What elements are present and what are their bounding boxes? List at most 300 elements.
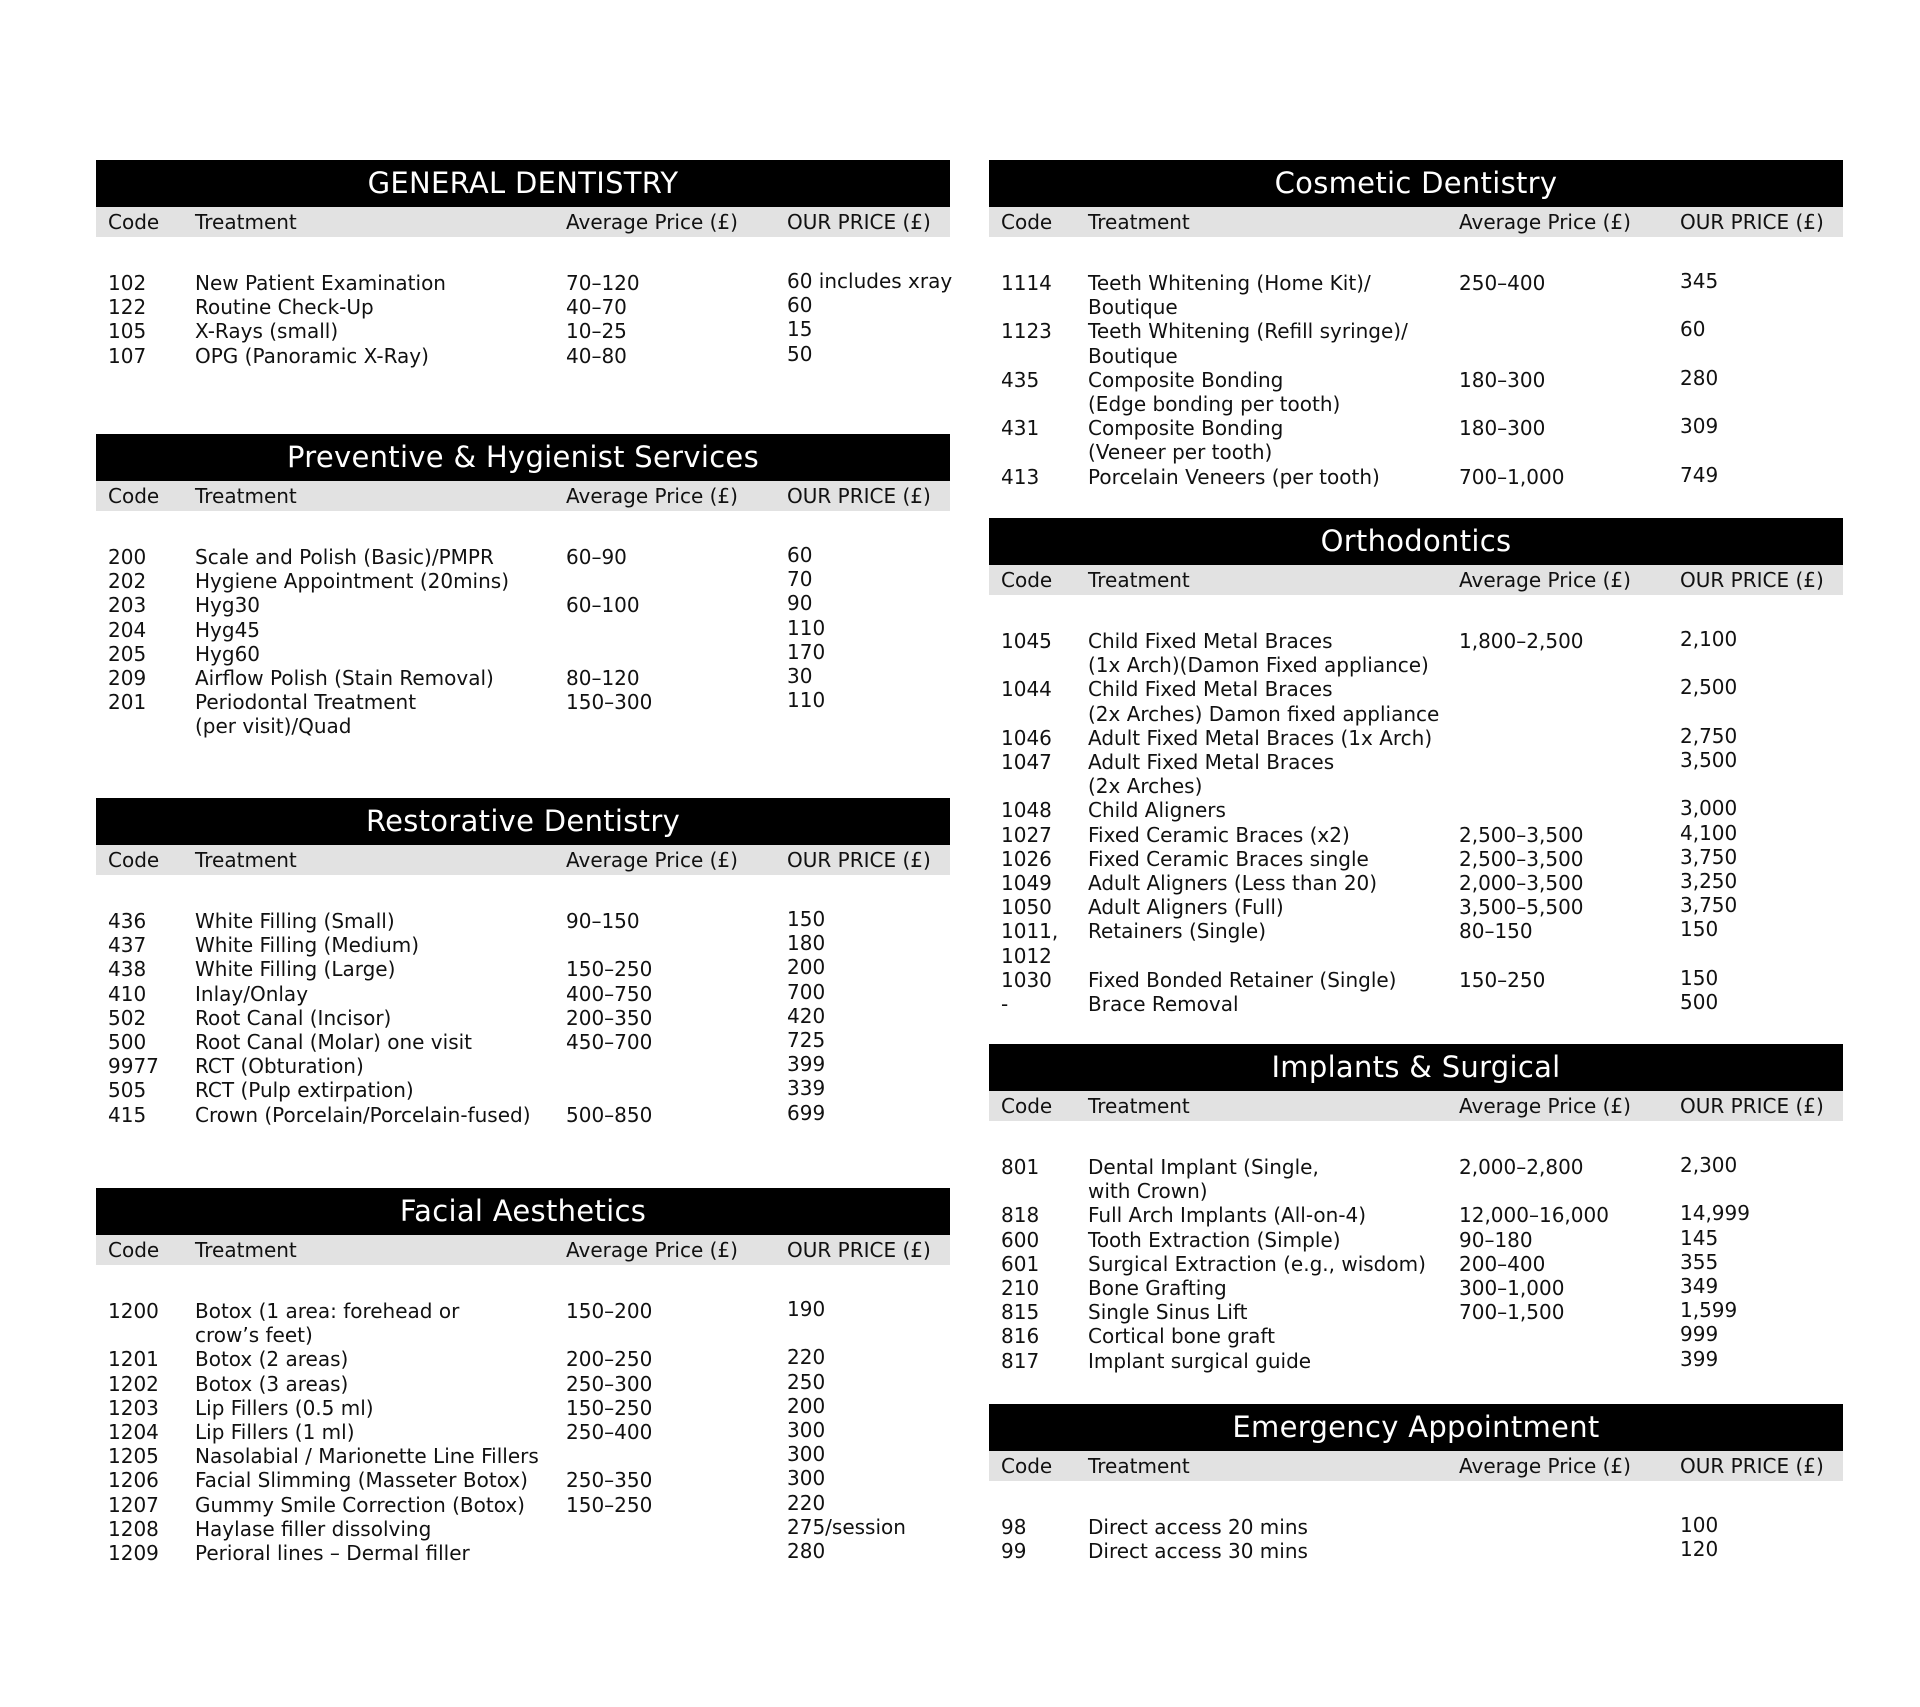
table-row [96, 663, 950, 690]
table-row [989, 820, 1843, 847]
table-row [989, 271, 1843, 319]
treatment-line: Crown (Porcelain/Porcelain-fused) [195, 1102, 531, 1127]
column-header-average-price: Average Price (£) [1459, 568, 1631, 592]
treatment-line: Cortical bone graft [1088, 1324, 1275, 1349]
row-code: 105 [108, 319, 147, 344]
row-our-price: 220 [787, 1345, 826, 1370]
column-header-row [96, 481, 950, 511]
row-treatment [1088, 798, 1226, 822]
table-row [989, 1155, 1843, 1203]
row-code: 9977 [108, 1054, 159, 1079]
row-code: 1026 [1001, 846, 1052, 871]
row-our-price: 725 [787, 1027, 826, 1052]
treatment-line: Single Sinus Lift [1088, 1300, 1248, 1325]
row-treatment [1088, 629, 1429, 677]
treatment-line: Retainers (Single) [1088, 919, 1267, 944]
treatment-line: Botox (3 areas) [195, 1371, 349, 1396]
treatment-line: Child Fixed Metal Braces [1088, 629, 1333, 653]
row-treatment [1088, 1324, 1275, 1348]
table-row [96, 1514, 950, 1541]
table-row [96, 1003, 950, 1030]
row-treatment [195, 642, 260, 666]
row-average-price: 450–700 [566, 1029, 653, 1054]
treatment-line: Direct access 20 mins [1088, 1515, 1308, 1539]
column-header-our-price: OUR PRICE (£) [1680, 1094, 1824, 1118]
column-header-average-price: Average Price (£) [566, 848, 738, 872]
row-average-price: 12,000–16,000 [1459, 1203, 1609, 1228]
treatment-line: White Filling (Small) [195, 909, 395, 933]
row-code: 410 [108, 981, 147, 1006]
row-average-price: 80–120 [566, 665, 640, 690]
table-row [96, 1347, 950, 1371]
row-treatment [1088, 919, 1266, 967]
column-header-code: Code [108, 484, 160, 508]
column-header-code: Code [1001, 1094, 1053, 1118]
treatment-line: Root Canal (Incisor) [195, 1005, 392, 1030]
treatment-line: Root Canal (Molar) one visit [195, 1029, 473, 1054]
table-row [989, 462, 1843, 489]
row-our-price: 90 [787, 591, 813, 616]
table-row [96, 593, 950, 617]
row-our-price: 349 [1680, 1273, 1719, 1298]
treatment-line: OPG (Panoramic X-Ray) [195, 343, 429, 368]
row-code: 601 [1001, 1251, 1040, 1276]
treatment-line: Bone Grafting [1088, 1275, 1227, 1300]
row-treatment [195, 344, 429, 368]
table-row [96, 319, 950, 343]
row-our-price: 280 [1680, 365, 1719, 390]
row-average-price: 150–250 [1459, 967, 1546, 992]
row-average-price: 80–150 [1459, 919, 1533, 944]
row-our-price: 699 [787, 1100, 826, 1125]
row-average-price: 150–250 [566, 1395, 653, 1420]
column-header-row [989, 1451, 1843, 1481]
row-code: 210 [1001, 1275, 1040, 1300]
row-our-price: 500 [1680, 989, 1719, 1014]
row-our-price: 3,250 [1680, 868, 1738, 893]
row-code: 1200 [108, 1299, 159, 1323]
table-row [989, 895, 1843, 919]
row-our-price: 60 [1680, 317, 1706, 342]
treatment-line: (Veneer per tooth) [1088, 440, 1273, 465]
table-row [989, 747, 1843, 799]
table-row [96, 1369, 950, 1396]
row-treatment [195, 666, 494, 690]
table-row [989, 723, 1843, 750]
row-our-price: 399 [787, 1052, 826, 1077]
column-header-our-price: OUR PRICE (£) [787, 1238, 931, 1262]
treatment-line: Hygiene Appointment (20mins) [195, 569, 510, 594]
row-code: 1205 [108, 1444, 159, 1469]
treatment-line: Hyg45 [195, 617, 261, 642]
table-row [96, 1417, 950, 1444]
row-our-price: 30 [787, 663, 813, 688]
column-header-our-price: OUR PRICE (£) [1680, 568, 1824, 592]
row-our-price: 2,300 [1680, 1153, 1738, 1177]
section-cosmetic-dentistry [989, 160, 1843, 489]
row-average-price: 90–180 [1459, 1227, 1533, 1252]
row-treatment [1088, 992, 1239, 1016]
row-average-price: 60–90 [566, 545, 627, 569]
column-header-code: Code [1001, 568, 1053, 592]
table-row [96, 957, 950, 981]
treatment-line: Adult Fixed Metal Braces (1x Arch) [1088, 725, 1433, 750]
table-row [96, 1299, 950, 1347]
section-general-dentistry [96, 160, 953, 368]
row-code: 107 [108, 343, 147, 368]
treatment-line: (2x Arches) Damon fixed appliance [1088, 701, 1440, 726]
treatment-line: Haylase filler dissolving [195, 1516, 432, 1541]
row-average-price: 700–1,000 [1459, 464, 1565, 489]
row-treatment [1088, 465, 1380, 489]
treatment-line: Lip Fillers (1 ml) [195, 1419, 355, 1444]
row-code: 209 [108, 665, 147, 690]
treatment-line: Composite Bonding [1088, 416, 1284, 441]
row-our-price: 180 [787, 931, 826, 956]
row-our-price: 100 [1680, 1513, 1719, 1537]
row-code: 816 [1001, 1324, 1040, 1349]
row-treatment [195, 909, 395, 933]
treatment-line: Adult Fixed Metal Braces [1088, 749, 1335, 774]
row-average-price: 180–300 [1459, 416, 1546, 441]
column-header-our-price: OUR PRICE (£) [787, 484, 931, 508]
table-row [989, 1249, 1843, 1276]
row-our-price: 339 [787, 1076, 826, 1101]
row-our-price: 60 includes xray [787, 269, 953, 293]
row-treatment [195, 618, 260, 642]
row-treatment [195, 1396, 374, 1420]
treatment-line: Gummy Smile Correction (Botox) [195, 1492, 525, 1517]
price-table-body [989, 1481, 1843, 1563]
column-header-code: Code [1001, 210, 1053, 234]
treatment-line: Surgical Extraction (e.g., wisdom) [1088, 1251, 1426, 1276]
row-treatment [195, 1420, 355, 1444]
row-code: 1207 [108, 1492, 159, 1517]
row-our-price: 280 [787, 1538, 826, 1563]
treatment-line: Botox (1 area: forehead or [195, 1299, 460, 1323]
row-our-price: 355 [1680, 1249, 1719, 1274]
section-emergency-appointment [989, 1404, 1843, 1563]
section-title: Emergency Appointment [989, 1404, 1843, 1451]
section-preventive-hygienist [96, 434, 950, 739]
table-row [989, 919, 1843, 967]
column-header-treatment: Treatment [195, 848, 297, 872]
row-code: 1209 [108, 1540, 159, 1565]
treatment-line: Implant surgical guide [1088, 1348, 1312, 1373]
row-treatment [195, 545, 494, 569]
column-header-average-price: Average Price (£) [1459, 210, 1631, 234]
treatment-line: Porcelain Veneers (per tooth) [1088, 464, 1380, 489]
treatment-line [1088, 943, 1266, 967]
table-row [96, 1027, 950, 1054]
column-header-row [989, 207, 1843, 237]
treatment-line: Fixed Ceramic Braces single [1088, 846, 1369, 871]
price-table-body [96, 511, 950, 739]
row-our-price: 749 [1680, 462, 1719, 487]
row-code: 202 [108, 569, 147, 594]
row-treatment [195, 1299, 459, 1347]
table-row [96, 269, 953, 295]
row-code: 415 [108, 1102, 147, 1127]
column-header-treatment: Treatment [195, 484, 297, 508]
table-row [989, 989, 1843, 1016]
table-row [96, 569, 950, 593]
row-code: 502 [108, 1005, 147, 1030]
row-code: 437 [108, 933, 147, 958]
row-our-price: 300 [787, 1442, 826, 1467]
row-our-price: 420 [787, 1003, 826, 1028]
row-treatment [1088, 1300, 1247, 1324]
treatment-line: Teeth Whitening (Home Kit)/ [1088, 271, 1371, 295]
row-our-price: 200 [787, 955, 826, 980]
row-treatment [195, 690, 416, 738]
table-row [989, 1300, 1843, 1324]
row-our-price: 309 [1680, 414, 1719, 439]
row-average-price: 10–25 [566, 319, 627, 344]
row-average-price: 2,000–2,800 [1459, 1155, 1584, 1179]
section-title: Preventive & Hygienist Services [96, 434, 950, 481]
price-table-body [989, 595, 1843, 1016]
column-header-treatment: Treatment [1088, 210, 1190, 234]
row-treatment [195, 1078, 414, 1102]
table-row [989, 677, 1843, 725]
row-treatment [1088, 1515, 1308, 1539]
column-header-our-price: OUR PRICE (£) [1680, 1454, 1824, 1478]
row-treatment [195, 933, 419, 957]
column-header-treatment: Treatment [1088, 568, 1190, 592]
treatment-line: Boutique [1088, 343, 1178, 368]
row-code: 435 [1001, 367, 1040, 392]
row-average-price: 2,500–3,500 [1459, 822, 1584, 847]
row-average-price: 60–100 [566, 593, 640, 618]
table-row [989, 798, 1843, 822]
treatment-line: Inlay/Onlay [195, 981, 309, 1006]
column-header-treatment: Treatment [1088, 1454, 1190, 1478]
row-code: 413 [1001, 464, 1040, 489]
row-our-price: 300 [787, 1417, 826, 1442]
treatment-line: (Edge bonding per tooth) [1088, 391, 1341, 416]
row-code: 1045 [1001, 629, 1052, 653]
treatment-line: Periodontal Treatment [195, 690, 417, 715]
row-average-price: 400–750 [566, 981, 653, 1006]
row-treatment [1088, 895, 1284, 919]
treatment-line: Adult Aligners (Less than 20) [1088, 870, 1378, 895]
column-header-average-price: Average Price (£) [1459, 1454, 1631, 1478]
row-code: 1046 [1001, 725, 1052, 750]
row-our-price: 150 [787, 907, 826, 931]
treatment-line: Perioral lines – Dermal filler [195, 1540, 470, 1565]
treatment-line: Boutique [1088, 295, 1178, 320]
row-code: 1047 [1001, 749, 1052, 774]
column-header-code: Code [108, 210, 160, 234]
table-row [989, 1539, 1843, 1563]
row-our-price: 200 [787, 1393, 826, 1418]
row-code: 438 [108, 957, 147, 982]
row-our-price: 190 [787, 1297, 826, 1321]
table-row [96, 1078, 950, 1102]
treatment-line: (2x Arches) [1088, 774, 1203, 799]
table-row [96, 979, 950, 1006]
row-our-price: 170 [787, 639, 826, 664]
row-code: 1208 [108, 1516, 159, 1541]
row-average-price: 150–250 [566, 957, 653, 982]
row-our-price: 220 [787, 1490, 826, 1515]
row-code: 817 [1001, 1348, 1040, 1373]
table-row [989, 416, 1843, 464]
section-implants-surgical [989, 1044, 1843, 1373]
column-header-average-price: Average Price (£) [566, 1238, 738, 1262]
row-treatment [1088, 1228, 1341, 1252]
row-our-price: 700 [787, 979, 826, 1004]
treatment-line: Child Aligners [1088, 798, 1226, 823]
row-code: 801 [1001, 1155, 1040, 1179]
row-our-price: 14,999 [1680, 1201, 1750, 1226]
treatment-line: White Filling (Large) [195, 957, 396, 982]
column-header-code: Code [108, 1238, 160, 1262]
treatment-line: Nasolabial / Marionette Line Fillers [195, 1444, 539, 1469]
row-treatment [195, 1468, 528, 1492]
row-code: 818 [1001, 1203, 1040, 1228]
row-our-price: 150 [1680, 965, 1719, 990]
table-row [989, 844, 1843, 871]
table-row [96, 615, 950, 642]
row-our-price: 50 [787, 341, 813, 366]
row-treatment [1088, 1203, 1366, 1227]
section-title: Orthodontics [989, 518, 1843, 565]
row-code: 203 [108, 593, 147, 618]
row-treatment [195, 593, 260, 617]
row-our-price: 2,100 [1680, 627, 1738, 651]
row-average-price: 150–200 [566, 1299, 653, 1323]
row-treatment [1088, 368, 1340, 416]
row-code: 815 [1001, 1300, 1040, 1325]
row-code: 1044 [1001, 677, 1052, 702]
row-code: 1030 [1001, 967, 1052, 992]
row-code: 99 [1001, 1539, 1027, 1564]
treatment-line: Hyg30 [195, 593, 261, 618]
treatment-line: Teeth Whitening (Refill syringe)/ [1088, 319, 1408, 344]
row-our-price: 60 [787, 543, 813, 567]
row-our-price: 150 [1680, 917, 1719, 942]
row-treatment [1088, 823, 1350, 847]
row-code: 1203 [108, 1395, 159, 1420]
row-our-price: 345 [1680, 269, 1719, 293]
row-treatment [1088, 1155, 1319, 1203]
row-treatment [195, 1054, 364, 1078]
table-row [96, 1490, 950, 1517]
section-orthodontics [989, 518, 1843, 1016]
treatment-line: RCT (Pulp extirpation) [195, 1078, 414, 1103]
price-table-body [96, 1265, 950, 1565]
row-average-price: 180–300 [1459, 367, 1546, 392]
row-our-price: 275/session [787, 1514, 906, 1539]
treatment-line: Dental Implant (Single, [1088, 1155, 1319, 1179]
table-row [96, 1054, 950, 1078]
table-row [96, 639, 950, 666]
row-code: 1201 [108, 1347, 159, 1372]
row-code: 205 [108, 641, 147, 666]
column-header-row [989, 565, 1843, 595]
row-treatment [1088, 968, 1396, 992]
section-title: Facial Aesthetics [96, 1188, 950, 1235]
row-code: 600 [1001, 1227, 1040, 1252]
section-restorative-dentistry [96, 798, 950, 1127]
row-average-price: 70–120 [566, 271, 640, 295]
row-treatment [1088, 871, 1377, 895]
treatment-line: X-Rays (small) [195, 319, 339, 344]
treatment-line: crow’s feet) [195, 1323, 313, 1348]
row-average-price: 200–350 [566, 1005, 653, 1030]
row-treatment [195, 1517, 431, 1541]
column-header-code: Code [1001, 1454, 1053, 1478]
column-header-our-price: OUR PRICE (£) [1680, 210, 1824, 234]
row-treatment [195, 982, 308, 1006]
column-header-treatment: Treatment [195, 1238, 297, 1262]
table-row [96, 545, 950, 569]
row-treatment [195, 569, 509, 593]
treatment-line: New Patient Examination [195, 271, 446, 295]
table-row [96, 909, 950, 933]
treatment-line: Airflow Polish (Stain Removal) [195, 665, 494, 690]
treatment-line: White Filling (Medium) [195, 933, 420, 958]
row-code: 500 [108, 1029, 147, 1054]
table-row [989, 868, 1843, 895]
table-row [96, 1444, 950, 1468]
row-treatment [195, 1103, 531, 1127]
row-average-price: 90–150 [566, 909, 640, 933]
table-row [989, 629, 1843, 677]
table-row [989, 1273, 1843, 1300]
row-treatment [195, 957, 395, 981]
table-row [96, 1468, 950, 1492]
row-code: 1050 [1001, 895, 1052, 920]
row-average-price: 250–400 [1459, 271, 1546, 295]
row-code: 1011, 1012 [1001, 919, 1059, 968]
row-our-price: 110 [787, 615, 826, 640]
treatment-line: Composite Bonding [1088, 367, 1284, 392]
row-average-price: 150–300 [566, 690, 653, 715]
row-our-price: 250 [787, 1369, 826, 1394]
row-our-price: 2,500 [1680, 675, 1738, 700]
row-our-price: 3,750 [1680, 893, 1738, 918]
column-header-average-price: Average Price (£) [566, 210, 738, 234]
treatment-line: Adult Aligners (Full) [1088, 895, 1284, 920]
column-header-row [96, 1235, 950, 1265]
row-code: 1027 [1001, 822, 1052, 847]
row-code: 98 [1001, 1515, 1027, 1539]
row-average-price: 40–70 [566, 295, 627, 320]
column-header-row [96, 207, 950, 237]
row-code: 1048 [1001, 798, 1052, 823]
row-average-price: 300–1,000 [1459, 1275, 1565, 1300]
row-code: 1204 [108, 1419, 159, 1444]
row-our-price: 145 [1680, 1225, 1719, 1250]
row-our-price: 3,750 [1680, 844, 1738, 869]
row-treatment [195, 1030, 472, 1054]
row-treatment [1088, 271, 1371, 319]
table-row [989, 1515, 1843, 1539]
row-treatment [195, 319, 338, 343]
treatment-line: (per visit)/Quad [195, 714, 352, 739]
column-header-treatment: Treatment [1088, 1094, 1190, 1118]
row-code: 200 [108, 545, 147, 569]
row-treatment [195, 295, 374, 319]
treatment-line: Full Arch Implants (All-on-4) [1088, 1203, 1367, 1228]
row-our-price: 300 [787, 1466, 826, 1491]
row-average-price: 40–80 [566, 343, 627, 368]
column-header-row [989, 1091, 1843, 1121]
treatment-line: Child Fixed Metal Braces [1088, 677, 1333, 702]
